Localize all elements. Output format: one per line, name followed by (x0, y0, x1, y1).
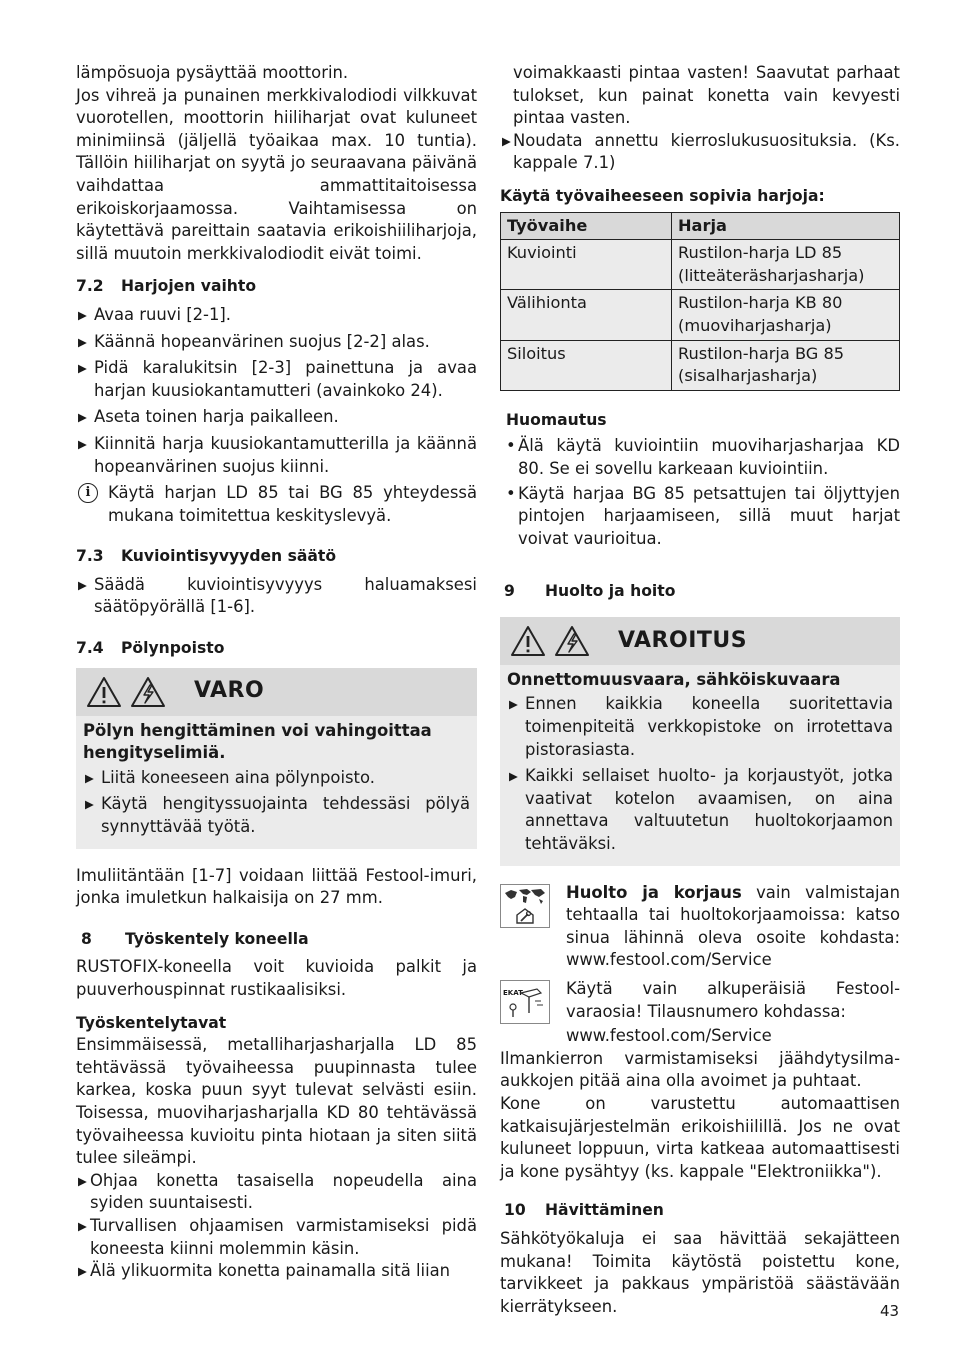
table-row (501, 290, 900, 340)
section-7-3-heading: 7.3 Kuviointisyvyyden säätö (76, 547, 337, 566)
parts-text: Käytä vain alkuperäisiä Festool- varaosia! Tilausnumero kohdassa: (566, 979, 900, 1021)
table-header: Työvaihe (501, 212, 672, 240)
left-column (76, 62, 477, 1283)
brush-wear-text: Jos vihreä ja punainen merkkivalodiodi vilkkuvat vuorotellen, moottorin hiiliharjat ovat kuluneet minimiinsä (jäljellä työaikaa max. 10 tuntia). Tällöin hiiliharjat on syytä jo seuraavana päivänä vaihdattaa ammattitaitoisessa erikoiskorjaamossa. Vaihtamisessa on käytettävä pareittain saatavia erikoishiiliharjoja, sillä muutoin merkkivalodiodit eivät toimi. (76, 85, 477, 263)
info-note: i Käytä harjan LD 85 tai BG 85 yhteydessä mukana toimitettua keskityslevyä. (76, 482, 477, 527)
auto-stop-text: Kone on varustettu automaattisen katkaisujärjestelmän erikoishiilillä. Jos ne ovat kuluneet loppuun, virta katkeaa automaattisesti ja kone pysähtyy (ks. kappale "Elektroniikka"). (500, 1093, 900, 1181)
info-icon: i (78, 483, 98, 503)
maintenance-text: Ilmankierron varmistamiseksi jäähdytysilma-aukkojen pitää aina olla avoimet ja puhtaat. (500, 1048, 900, 1091)
caution-header (76, 668, 477, 716)
table-cell: Rustilon-harja LD 85 (litteäteräsharjasharja) (672, 240, 900, 290)
step-item: ▶ Ohjaa konetta tasaisella nopeudella aina syiden suuntaisesti. (76, 1170, 477, 1215)
table-cell: Rustilon-harja KB 80 (muoviharjasharja) (672, 290, 900, 340)
dust-extraction-text: Imuliitäntään [1-7] voidaan liittää Festool-imuri, jonka imuletkun halkaisija on 27 mm. (76, 865, 477, 908)
warning-lead: Onnettomuusvaara, sähköiskuvaara (507, 669, 841, 689)
section-7-4-heading: 7.4 Pölynpoisto (76, 639, 225, 658)
right-column (500, 62, 900, 1318)
brush-table-title: Käytä työvaiheeseen sopivia harjoja: (500, 186, 825, 205)
section-7-2-heading: 7.2 Harjojen vaihto (76, 277, 257, 296)
warning-box (500, 617, 900, 866)
electric-hazard-icon (554, 625, 590, 657)
working-methods-heading: Työskentelytavat (76, 1013, 227, 1032)
table-header-row (501, 212, 900, 240)
warning-triangle-icon (86, 676, 122, 708)
step-item: ▶ Säädä kuviointisyvyyys haluamaksesi säätöpyörällä [1-6]. (76, 574, 477, 619)
intro-text: lämpösuoja pysäyttää moottorin. (76, 63, 349, 82)
caution-title: VARO (194, 678, 265, 704)
warning-header (500, 617, 900, 665)
table-row (501, 340, 900, 390)
table-cell: Rustilon-harja BG 85 (sisalharjasharja) (672, 340, 900, 390)
brush-table (500, 212, 900, 391)
service-text: vain valmistajan tehtaalla tai huoltokorjaamoissa: katso sinua lähinnä oleva osoite kohdasta: www.festool.com/Service (566, 882, 900, 970)
section-10-heading: 10 Hävittäminen (504, 1201, 664, 1220)
step-item: ▶ Kiinnitä harja kuusiokantamutterilla ja käännä hopeanvärinen suojus kiinni. (76, 433, 477, 478)
section-8-text: RUSTOFIX-koneella voit kuvioida palkit ja puuverhouspinnat rustikaalisiksi. (76, 957, 477, 999)
warning-title: VAROITUS (618, 627, 748, 653)
step-item: ▶ Turvallisen ohjaamisen varmistamiseksi pidä koneesta kiinni molemmin käsin. (76, 1215, 477, 1260)
warning-triangle-icon (510, 625, 546, 657)
section-8-heading: 8 Työskentely koneella (81, 929, 309, 948)
caution-lead: Pölyn hengittäminen voi vahingoittaa hengityselimiä. (83, 720, 432, 763)
table-header: Harja (672, 212, 900, 240)
step-item: ▶ Aseta toinen harja paikalleen. (76, 406, 477, 429)
step-item: ▶ Ennen kaikkia koneella suoritettavia toimenpiteitä verkkopistoke on irrotettava pistorasiasta. (507, 693, 893, 761)
step-item: ▶ Kaikki sellaiset huolto- ja korjaustyöt, jotka vaativat kotelon avaamisen, on aina annettava valtuutetun huoltokorjaamon tehtäväksi. (507, 765, 893, 855)
page-number: 43 (880, 1302, 900, 1320)
continued-text: voimakkaasti pintaa vasten! Saavutat parhaat tulokset, kun painat konetta vain kevyesti pintaa vasten. (513, 63, 900, 128)
parts-url: www.festool.com/Service (566, 1026, 772, 1046)
step-item: ▶ Avaa ruuvi [2-1]. (76, 304, 477, 327)
spare-parts-info (500, 978, 900, 1023)
world-service-icon (500, 884, 550, 928)
step-item: ▶ Käytä hengityssuojainta tehdessäsi pölyä synnyttävää työtä. (83, 793, 470, 838)
disposal-text: Sähkötyökaluja ei saa hävittää sekajätteen mukana! Toimita käytöstä poistettu kone, tarvikkeet ja pakkaus ympäristöä säästävään kierrätykseen. (500, 1228, 900, 1316)
working-methods-text: Ensimmäisessä, metalliharjasharjalla LD 85 tehtävässä työvaiheessa puupinnasta tulee karkea, koska puun syyt tulevat selvästi esiin. Toisessa, muoviharjasharjalla KD 80 tehtävässä työvaiheessa kuvioitu pinta hiotaan ja siten siitä tulee sileämpi. (76, 1035, 477, 1168)
ekat-parts-icon (500, 980, 550, 1024)
step-item: ▶ Älä ylikuormita konetta painamalla sitä liian (76, 1260, 477, 1283)
caution-box (76, 668, 477, 849)
step-item: ▶ Liitä koneeseen aina pölynpoisto. (83, 767, 470, 790)
note-item: • Älä käytä kuviointiin muoviharjasharjaa KD 80. Se ei sovellu karkeaan kuviointiin. (506, 435, 900, 480)
electric-hazard-icon (130, 676, 166, 708)
step-item: ▶ Käännä hopeanvärinen suojus [2-2] alas. (76, 331, 477, 354)
section-9-heading: 9 Huolto ja hoito (504, 582, 676, 601)
table-cell: Siloitus (501, 340, 672, 390)
table-cell: Kuviointi (501, 240, 672, 290)
service-bold: Huolto ja korjaus (566, 882, 742, 902)
step-item: ▶ Pidä karalukitsin [2-3] painettuna ja avaa harjan kuusiokantamutteri (avainkoko 24). (76, 357, 477, 402)
note-title: Huomautus (506, 410, 607, 429)
note-item: • Käytä harjaa BG 85 petsattujen tai öljyttyjen pintojen harjaamiseen, sillä muut harjat voivat vaurioitua. (506, 483, 900, 551)
ekat-label: EKAT (503, 989, 523, 997)
service-info (500, 882, 900, 972)
note-block (500, 409, 900, 551)
step-item: ▶ Noudata annettu kierroslukusuosituksia. (Ks. kappale 7.1) (500, 130, 900, 175)
table-cell: Välihionta (501, 290, 672, 340)
table-row (501, 240, 900, 290)
